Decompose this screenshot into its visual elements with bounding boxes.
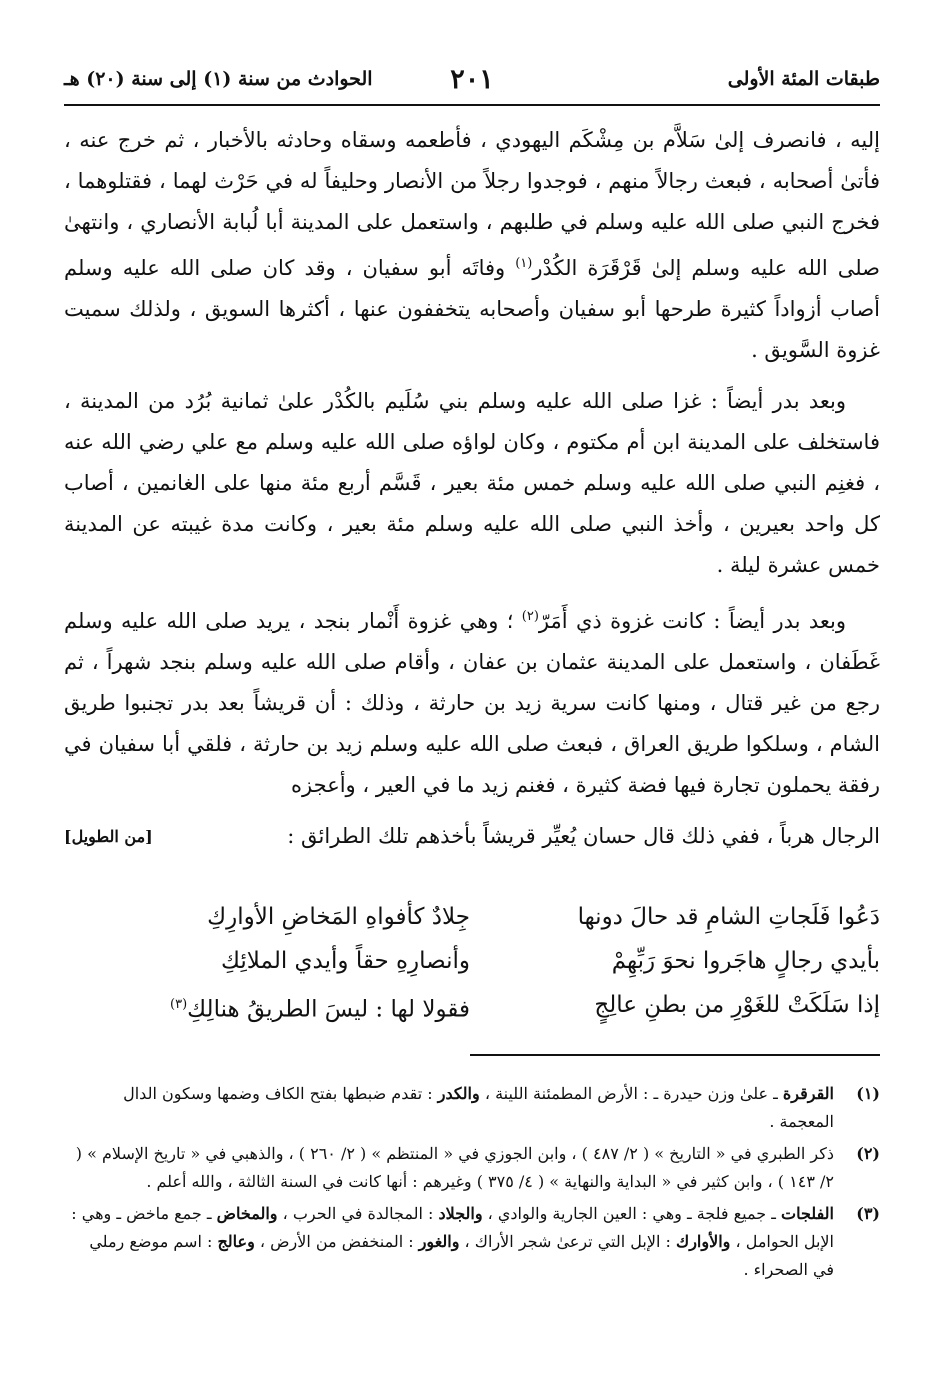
poem-verse <box>70 895 880 939</box>
footnote-term: القرقرة <box>782 1084 834 1103</box>
section-title: الحوادث من سنة (١) إلى سنة (٢٠) هـ <box>64 68 373 90</box>
footnote-ref-1: (١) <box>515 256 533 271</box>
running-header <box>64 64 880 96</box>
paragraph-3 <box>64 596 880 806</box>
footnote-text: : الإبل التي ترعىٰ شجر الأراك ، <box>459 1232 676 1251</box>
book-title: طبقات المئة الأولى <box>727 68 880 90</box>
page-number: ٢٠١ <box>450 64 494 95</box>
verse-first-half: إذا سَلَكَتْ للغَوْرِ من بطنِ عالِجٍ <box>594 992 880 1018</box>
footnote-term: والأوارك <box>676 1232 731 1251</box>
footnote-term: والجلاد <box>438 1204 483 1223</box>
footnote-1 <box>64 1080 880 1136</box>
poem <box>70 895 880 1027</box>
verse-second-half <box>70 983 470 1032</box>
footnote-text: ـ علىٰ وزن حيدرة ـ : الأرض المطمئنة اللينة ، <box>479 1084 783 1103</box>
footnote-text: ـ جمع ماخض ـ وهي : الإبل الحوامل ، <box>71 1204 834 1251</box>
footnote-text: ذكر الطبري في « التاريخ » ( ٢/ ٤٨٧ ) ، وابن الجوزي في « المنتظم » ( ٢/ ٢٦٠ ) ، والذهبي في « تاريخ الإسلام » ( ٢/ ١٤٣ ) ، وابن كثير في « البداية والنهاية » ( ٤/ ٣٧٥ ) وغيرهم : أنها كانت في السنة الثالثة ، والله أعلم . <box>75 1144 834 1191</box>
footnote-term: الفلجات <box>781 1204 834 1223</box>
poem-meter-label: [من الطويل] <box>64 827 153 846</box>
footnote-number: (١) <box>856 1084 880 1103</box>
footnote-number: (٢) <box>856 1144 880 1163</box>
paragraph-1-end: وفاتَه أبو سفيان ، وقد كان صلى الله عليه وسلم أصاب أزواداً كثيرة طرحها أبو سفيان وأصحابه يتخففون عنها ، أكثرها السويق ، ولذلك سميت غزوة السَّويق . <box>64 256 880 362</box>
footnote-text: : المجالدة في الحرب ، <box>277 1204 439 1223</box>
footnote-3 <box>64 1200 880 1284</box>
footnotes <box>64 1080 880 1288</box>
verse-second-half-text: فقولا لها : ليسَ الطريقُ هنالِكِ <box>187 996 470 1023</box>
footnote-ref-3: (٣) <box>170 997 188 1012</box>
paragraph-1 <box>64 120 880 371</box>
verse-first-half: دَعُوا فَلَجاتِ الشامِ قد حالَ دونها <box>577 904 880 930</box>
paragraph-3-start: وبعد بدر أيضاً : كانت غزوة ذي أَمَرّ <box>538 609 846 633</box>
paragraph-2: وبعد بدر أيضاً : غزا صلى الله عليه وسلم بني سُلَيم بالكُدْر علىٰ ثمانية بُرُد من المدينة ، فاستخلف على المدينة ابن أم مكتوم ، وكان لواؤه صلى الله عليه وسلم مع علي رضي الله عنه ، فغنِم النبي صلى الله عليه وسلم خمس مئة بعير ، قَسَّم أربع مئة منها على الغانمين ، أصاب كل واحد بعيرين ، وأخذ النبي صلى الله عليه وسلم مئة بعير ، وكانت مدة غيبته عن المدينة خمس عشرة ليلة . <box>64 389 880 577</box>
footnote-divider <box>470 1054 880 1056</box>
footnote-term: والغور <box>418 1232 460 1251</box>
footnote-text: : تقدم ضبطها بفتح الكاف وضمها وسكون الدال المعجمة . <box>123 1084 834 1131</box>
paragraph-1-text: إليه ، فانصرف إلىٰ سَلاَّم بن مِشْكَم اليهودي ، فأطعمه وسقاه وحادثه بالأخبار ، ثم خرج عنه ، فأتىٰ أصحابه ، فبعث رجالاً منهم ، فوجدوا رجلاً من الأنصار وحليفاً له في حَرْث لهما ، فقتلوهما ، فخرج النبي صلى الله عليه وسلم في طلبهم ، واستعمل على المدينة أبا لُبابة الأنصاري ، وانتهىٰ صلى الله عليه وسلم إلىٰ قَرْقَرَة الكُدْر <box>64 128 880 280</box>
poem-intro-text: الرجال هرباً ، ففي ذلك قال حسان يُعيِّر قريشاً بأخذهم تلك الطرائق : <box>287 824 880 848</box>
footnote-ref-2: (٢) <box>521 609 539 624</box>
footnote-2 <box>64 1140 880 1196</box>
main-text <box>64 120 880 857</box>
header-divider <box>64 104 880 106</box>
poem-verse <box>70 983 880 1027</box>
footnote-text: : اسم موضع رملي في الصحراء . <box>89 1232 834 1279</box>
poem-verse <box>70 939 880 983</box>
footnote-term: والكدر <box>437 1084 480 1103</box>
footnote-text: : المنخفض من الأرض ، <box>254 1232 419 1251</box>
verse-first-half: بأيدي رجالٍ هاجَروا نحوَ رَبِّهِمْ <box>611 948 880 974</box>
verse-second-half: وأنصارِهِ حقاً وأيدي الملائِكِ <box>221 948 470 974</box>
footnote-term: والمخاض <box>216 1204 278 1223</box>
footnote-term: وعالج <box>217 1232 255 1251</box>
footnote-number: (٣) <box>856 1204 880 1223</box>
paragraph-3-text: ؛ وهي غزوة أَنْمار بنجد ، يريد صلى الله عليه وسلم غَطَفان ، واستعمل على المدينة عثمان بن عفان ، وأقام صلى الله عليه وسلم بنجد شهراً ، ثم رجع من غير قتال ، ومنها كانت سرية زيد بن حارثة ، وذلك : أن قريشاً بعد بدر تجنبوا طريق الشام ، وسلكوا طريق العراق ، فبعث صلى الله عليه وسلم زيد بن حارثة ، فلقي أبا سفيان في رفقة يحملون تجارة فيها فضة كثيرة ، فغنم زيد ما في العير ، وأعجزه <box>64 609 880 797</box>
poem-intro-line <box>64 816 880 857</box>
verse-second-half: جِلادٌ كأفواهِ المَخاضِ الأوارِكِ <box>207 904 470 930</box>
footnote-text: ـ جميع فلجة ـ وهي : العين الجارية والوادي ، <box>482 1204 782 1223</box>
